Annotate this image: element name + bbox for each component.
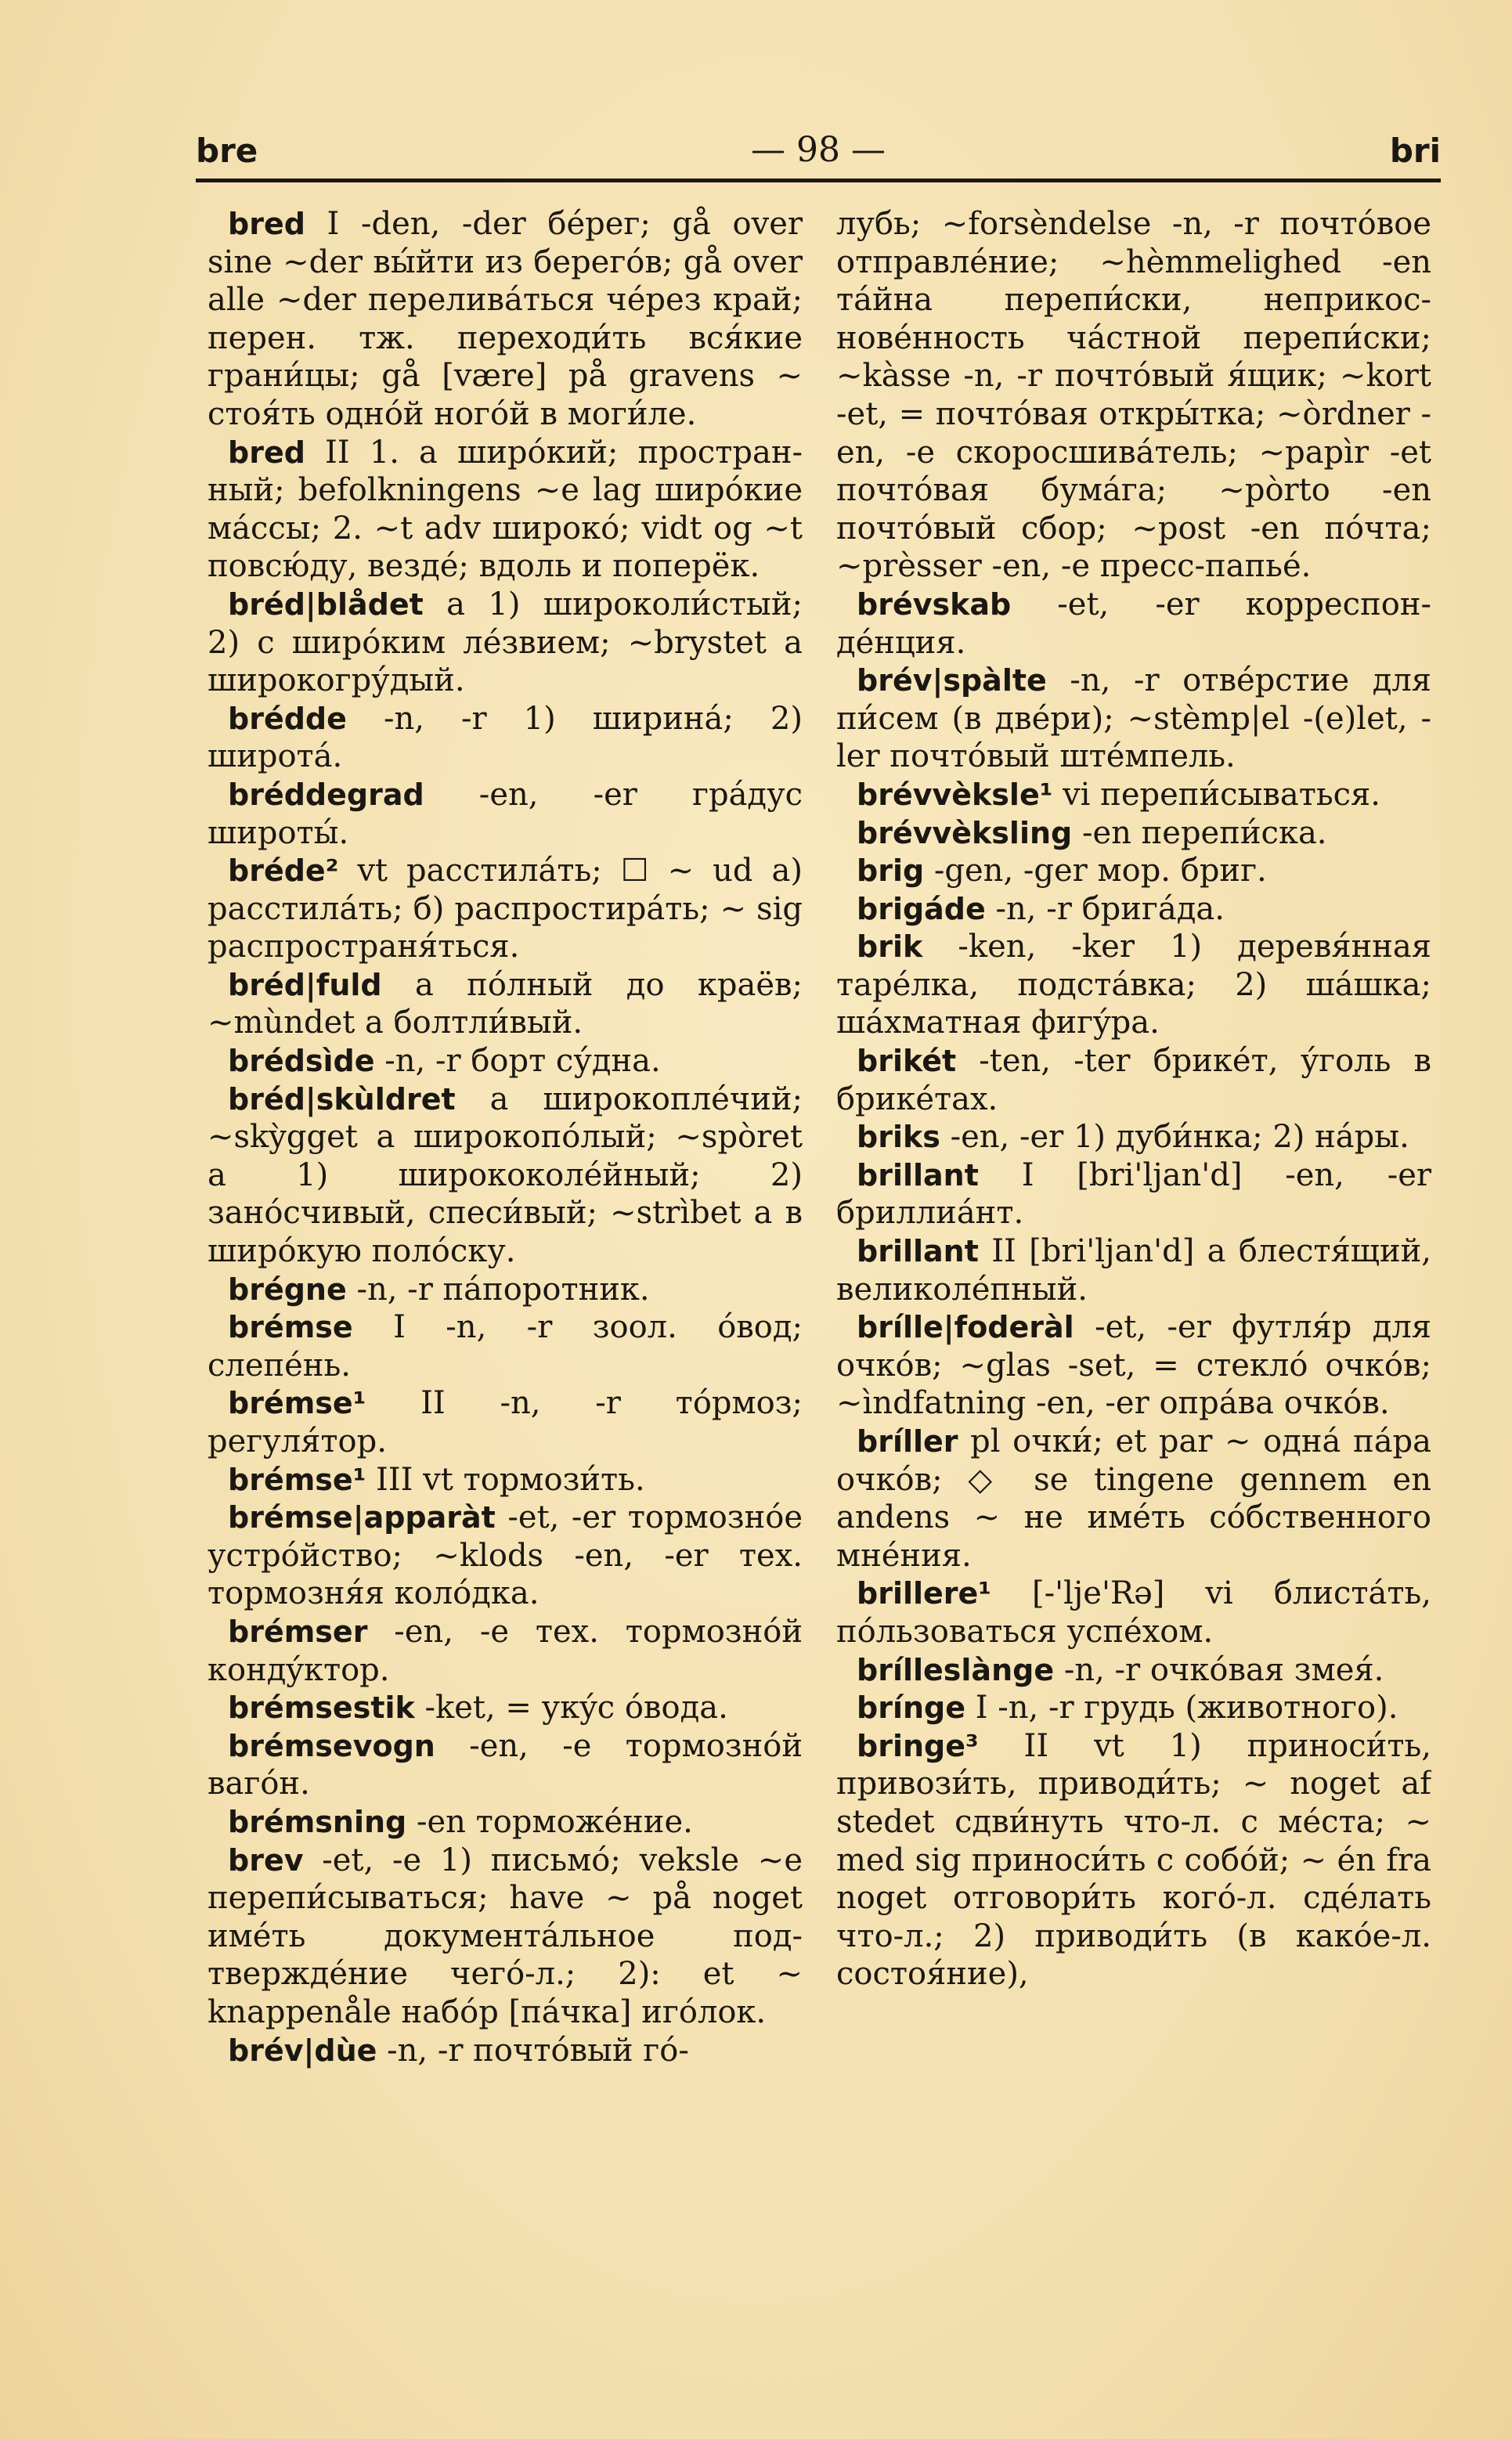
entry-definition: -et, -er корреспондéнция. <box>836 586 1431 661</box>
entry-definition: -en, -e тормознóй вагóн. <box>207 1727 803 1802</box>
entry-headword: brévskab <box>857 586 1012 622</box>
entry-definition: -en, -er 1) дуби́нка; 2) нáры. <box>940 1119 1409 1156</box>
entry-headword: brillere¹ <box>857 1576 991 1611</box>
entry-definition: [-'lje'Rə] vi блистáть, пóльзоваться успéхом. <box>836 1575 1431 1650</box>
dictionary-entry <box>207 1384 803 1460</box>
entry-definition: vt расстилáть; ☐ ~ ud а) расстилáть; б) распростирáть; ~ sig распространя́ться. <box>207 853 803 965</box>
entry-definition: a пóлный до краёв; ~mùndet a болтли́вый. <box>207 966 803 1041</box>
right-column <box>836 205 1431 2351</box>
dictionary-entry <box>207 852 803 966</box>
entry-headword: brémsestik <box>228 1690 415 1726</box>
dictionary-entry <box>207 1042 803 1081</box>
entry-headword: brig <box>857 853 925 889</box>
dictionary-entry <box>207 1613 803 1689</box>
dictionary-entry <box>836 662 1431 776</box>
entry-headword: bríller <box>857 1424 958 1459</box>
entry-headword: bréde² <box>228 853 339 889</box>
entry-headword: brév|spàlte <box>857 663 1047 698</box>
dictionary-entry <box>207 776 803 852</box>
dictionary-entry <box>836 814 1431 853</box>
dictionary-entry <box>207 1461 803 1499</box>
entry-definition: -et, -er тормознóе устрóйство; ~klods -en, -er тех. тормозня́я колóдка. <box>207 1499 803 1612</box>
dictionary-entry <box>836 1232 1431 1308</box>
entry-headword: brév|dùe <box>228 2033 377 2068</box>
dictionary-entry <box>836 1156 1431 1232</box>
dictionary-entry <box>207 1803 803 1842</box>
entry-definition: -n, -r борт су́дна. <box>374 1043 661 1080</box>
dictionary-entry <box>207 1727 803 1803</box>
entry-headword: brémse <box>228 1310 353 1345</box>
dictionary-entry <box>207 1081 803 1271</box>
entry-headword: brillant <box>857 1157 979 1192</box>
entry-headword: brikét <box>857 1044 957 1079</box>
entry-headword: brédsìde <box>228 1044 375 1079</box>
dictionary-entry <box>836 1575 1431 1651</box>
dictionary-entry <box>207 1308 803 1384</box>
entry-headword: brigáde <box>857 891 986 926</box>
entry-headword: bréd|skùldret <box>228 1081 456 1117</box>
entry-definition: -n, -r очкóвая змея́. <box>1054 1651 1384 1688</box>
entry-definition: III vt тормози́ть. <box>366 1461 645 1498</box>
dictionary-entry <box>836 1689 1431 1727</box>
entry-headword: brémse¹ <box>228 1386 366 1421</box>
entry-definition: -en, -e тех. тормознóй кондýктор. <box>207 1613 803 1688</box>
entry-definition: -et, -e 1) письмó; veksle ~e перепи́сываться; have ~ på noget имéть документáльное подтверждéние чегó-л.; 2): et ~ knappenåle набóр [пáчка] игóлок. <box>207 1842 803 2030</box>
dictionary-entry <box>207 2032 803 2070</box>
entry-definition: I -n, -r грудь (животного). <box>965 1690 1398 1726</box>
dictionary-entry <box>836 1651 1431 1690</box>
dictionary-entry <box>836 852 1431 890</box>
dictionary-entry <box>836 890 1431 929</box>
entry-definition: II [bri'ljan'd] a блестя́щий, великолéпный. <box>836 1233 1431 1308</box>
entry-headword: brévvèksle¹ <box>857 777 1053 812</box>
entry-headword: brev <box>228 1842 304 1878</box>
header-rule <box>196 179 1441 182</box>
entry-headword: bred <box>228 207 305 241</box>
entry-headword: brílle|foderàl <box>857 1310 1074 1345</box>
right-guide-word: bri <box>1389 132 1441 170</box>
dictionary-entry <box>207 1499 803 1613</box>
entry-definition: -ket, = укýс óвода. <box>414 1690 728 1726</box>
entry-headword: brémse|apparàt <box>228 1500 496 1535</box>
dictionary-entry <box>207 1842 803 2032</box>
entry-definition: vi перепи́сываться. <box>1052 776 1380 813</box>
entry-definition: I [bri'ljan'd] -en, -er бриллиáнт. <box>836 1156 1431 1232</box>
entry-headword: brílleslànge <box>857 1652 1055 1687</box>
entry-headword: brévvèksling <box>857 815 1073 850</box>
dictionary-entry <box>207 586 803 700</box>
dictionary-entry <box>836 1308 1431 1423</box>
dictionary-entry <box>207 700 803 776</box>
entry-headword: bred <box>228 435 305 470</box>
entry-definition: II vt 1) приноси́ть, привози́ть, приводи́ть; ~ noget af stedet сдви́нуть что-л. с мéста; ~ med sig приноси́ть с собóй; ~ én fra noget отговори́ть когó-л. сдéлать что-л.; 2) приводи́ть (в какóе-л. состоя́ние), <box>836 1727 1431 1993</box>
entry-definition: I -den, -der бéрег; gå over sine ~der вы́йти из берегóв; gå over alle ~der переливáться чéрез край; перен. тж. переходи́ть вся́кие грани́цы; gå [være] på gravens ~ стоя́ть однóй ногóй в моги́ле. <box>207 206 803 432</box>
entry-definition: -gen, -ger мор. бриг. <box>924 853 1267 889</box>
entry-definition: pl очки́; et par ~ однá пáра очкóв; ◇ se tingene gennem en andens ~ не имéть сóбственного мнéния. <box>836 1423 1431 1574</box>
entry-headword: brik <box>857 929 923 965</box>
entry-headword: brémsevogn <box>228 1728 435 1763</box>
entry-headword: bréd|fuld <box>228 967 382 1002</box>
entry-definition: II 1. a ширóкий; пространный; befolkningens ~e lag ширóкие мáссы; 2. ~t adv широкó; vidt og ~t повсю́ду, вездé; вдоль и поперёк. <box>207 434 803 585</box>
entry-headword: brégne <box>228 1272 347 1307</box>
entry-headword: bréd|blådet <box>228 586 424 622</box>
left-guide-word: bre <box>196 132 258 170</box>
entry-definition: I -n, -r зоол. óвод; слепéнь. <box>207 1309 803 1384</box>
page-number: — 98 — <box>751 130 886 170</box>
dictionary-entry <box>836 928 1431 1042</box>
entry-definition: a широкоплéчий; ~skỳgget a широкопóлый; ~spòret a 1) ширококолéйный; 2) занóсчивый, спеси́вый; ~strìbet a в ширóкую полóску. <box>207 1081 803 1270</box>
entry-headword: brédde <box>228 701 347 736</box>
page-header <box>196 117 1441 180</box>
entry-headword: brillant <box>857 1234 979 1269</box>
entry-headword: bréddegrad <box>228 777 424 812</box>
dictionary-entry <box>836 1118 1431 1156</box>
entry-definition: -en перепи́ска. <box>1072 814 1327 851</box>
entry-definition: -n, -r пáпоротник. <box>346 1271 650 1308</box>
entry-definition: лубь; ~forsèndelse -n, -r почтóвое отправлéние; ~hèmmelighed -en тáйна перепи́ски, неприкосновéнность чáстной перепи́ски; ~kàsse -n, -r почтóвый я́щик; ~kort -et, = почтóвая откры́тка; ~òrdner -en, -e скоросшивáтель; ~papìr -et почтóвая бумáга; ~pòrto -en почтóвый сбор; ~post -en пóчта; ~prèsser -en, -e пресс-папьé. <box>836 206 1431 585</box>
entry-definition: -n, -r бригáда. <box>985 890 1225 927</box>
dictionary-entry <box>836 205 1431 586</box>
entry-headword: brémsning <box>228 1804 407 1839</box>
entry-definition: -en торможéние. <box>406 1803 693 1840</box>
entry-definition: -n, -r почтóвый гó- <box>377 2032 689 2069</box>
dictionary-entry <box>207 434 803 586</box>
entry-definition: II -n, -r тóрмоз; регуля́тор. <box>207 1385 803 1459</box>
dictionary-entry <box>836 1042 1431 1118</box>
dictionary-entry <box>207 205 803 434</box>
entry-definition: -en, -er грáдус широты́. <box>207 776 803 851</box>
entry-headword: bringe³ <box>857 1728 979 1763</box>
entry-headword: briks <box>857 1120 940 1155</box>
dictionary-entry <box>207 1271 803 1309</box>
entry-definition: -n, -r отвéрстие для пи́сем (в двéри); ~stèmp|el -(e)let, -ler почтóвый штéмпель. <box>836 662 1431 775</box>
dictionary-entry <box>836 1727 1431 1993</box>
dictionary-entry <box>207 966 803 1042</box>
entry-definition: -n, -r 1) ширинá; 2) широтá. <box>207 700 803 775</box>
dictionary-entry <box>836 1423 1431 1575</box>
entry-definition: -ten, -ter брикéт, ýголь в брикéтах. <box>836 1043 1431 1117</box>
entry-definition: -ken, -ker 1) деревя́нная тарéлка, подстáвка; 2) шáшка; шáхматная фигýра. <box>836 929 1431 1041</box>
dictionary-entry <box>207 1689 803 1727</box>
dictionary-entry <box>836 586 1431 662</box>
entry-headword: brínge <box>857 1690 965 1726</box>
entry-definition: -et, -er футля́р для очкóв; ~glas -set, = стеклó очкóв; ~ìndfatning -en, -er опрáва очкóв. <box>836 1309 1431 1422</box>
left-column <box>207 205 803 2351</box>
dictionary-entry <box>836 776 1431 814</box>
entry-headword: brémser <box>228 1614 368 1649</box>
entry-definition: a 1) широколи́стый; 2) с ширóким лéзвием; ~brystet a широкогру́дый. <box>207 586 803 699</box>
entry-headword: brémse¹ <box>228 1462 366 1497</box>
